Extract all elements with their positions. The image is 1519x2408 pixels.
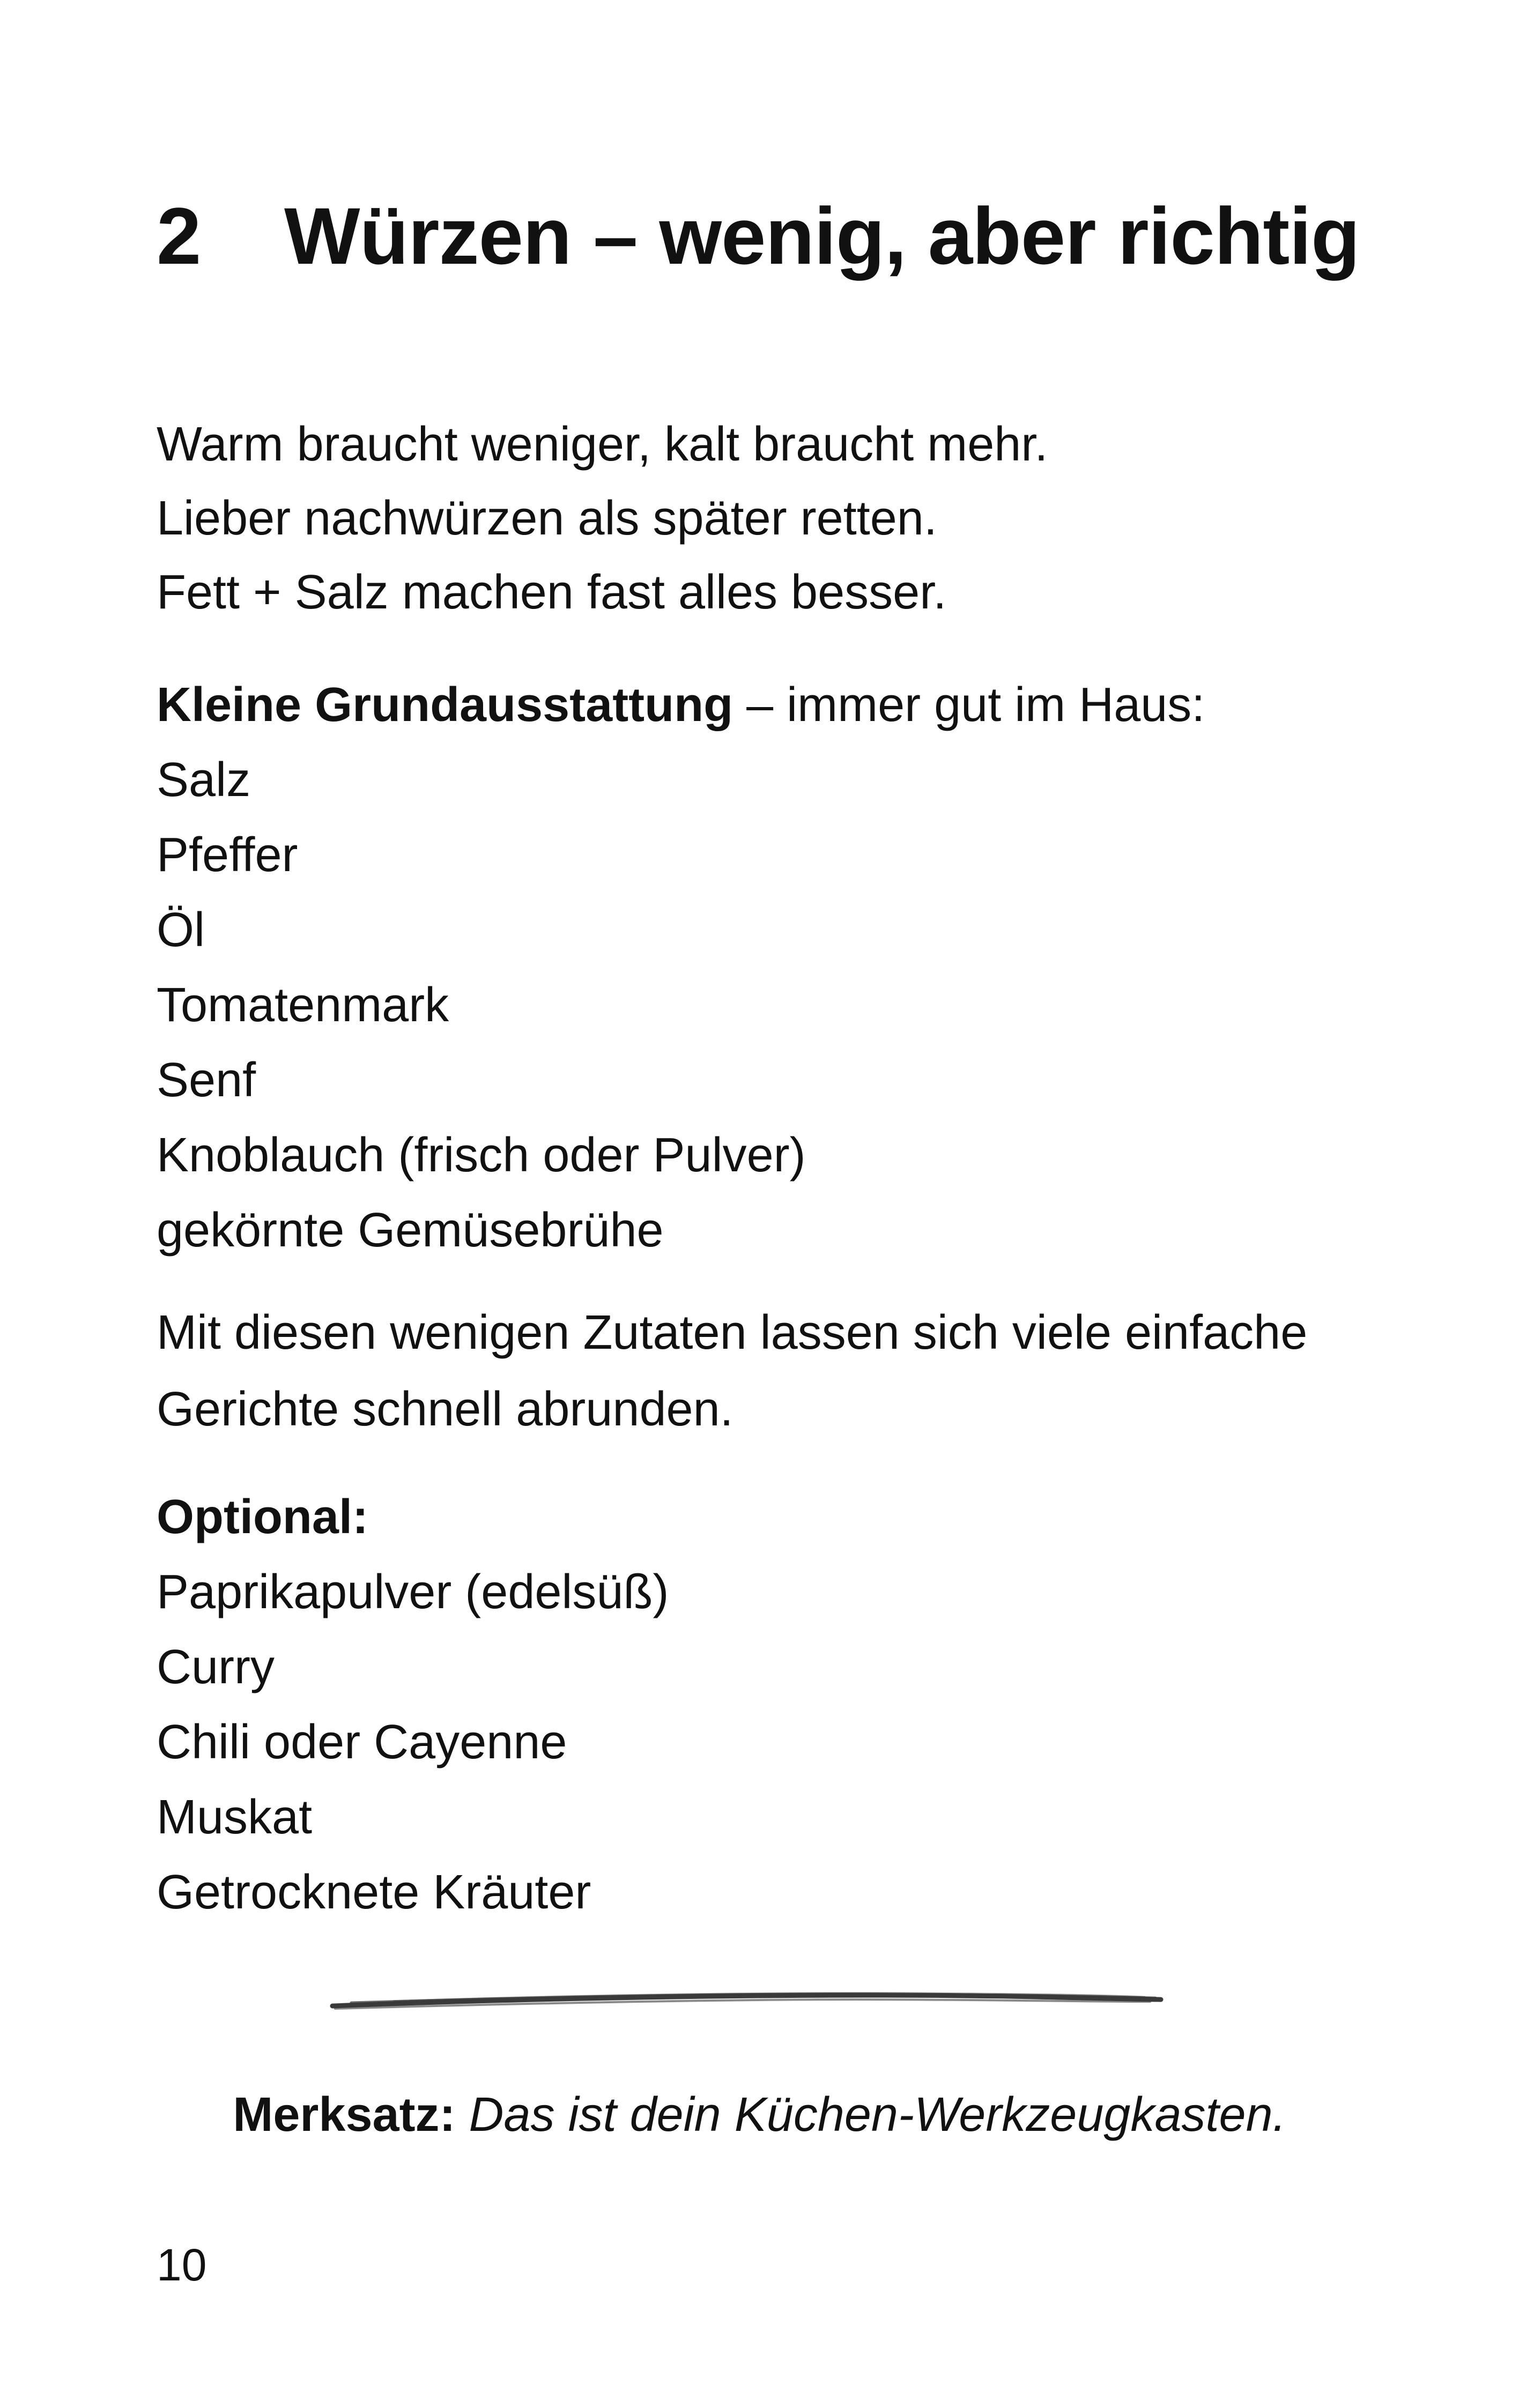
list-item: gekörnte Gemüsebrühe [157,1203,664,1257]
basics-heading-bold: Kleine Grundausstattung [157,678,733,732]
optional-heading: Optional: [157,1490,368,1544]
summary-paragraph [157,1295,1307,1448]
intro-paragraph [157,407,1048,629]
summary-line: Gerichte schnell abrunden. [157,1383,733,1436]
basics-heading [157,667,1205,742]
page-number: 10 [157,2240,207,2290]
list-item: Tomatenmark [157,978,449,1032]
merksatz-label: Merksatz: [233,2088,456,2142]
intro-line: Lieber nachwürzen als später retten. [157,492,937,545]
merksatz-text: Das ist dein Küchen-Werkzeugkasten. [455,2088,1286,2142]
list-item: Knoblauch (frisch oder Pulver) [157,1128,806,1182]
basics-heading-rest: – immer gut im Haus: [733,678,1205,732]
chapter-number: 2 [157,191,201,281]
list-item: Chili oder Cayenne [157,1715,567,1769]
list-item: Öl [157,903,205,957]
chapter-title: Würzen – wenig, aber richtig [284,191,1360,281]
list-item: Getrocknete Kräuter [157,1866,591,1919]
optional-list [157,1480,669,1930]
list-item: Salz [157,753,251,807]
brush-stroke-divider [330,1983,1166,2016]
merksatz [0,2083,1519,2147]
list-item: Paprikapulver (edelsüß) [157,1565,669,1619]
intro-line: Warm braucht weniger, kalt braucht mehr. [157,418,1048,471]
summary-line: Mit diesen wenigen Zutaten lassen sich viele einfache [157,1306,1308,1359]
basics-list [157,667,1205,1268]
list-item: Muskat [157,1790,313,1844]
intro-line: Fett + Salz machen fast alles besser. [157,566,947,619]
chapter-heading [157,182,1360,289]
list-item: Curry [157,1640,275,1694]
list-item: Senf [157,1053,256,1107]
list-item: Pfeffer [157,828,298,882]
